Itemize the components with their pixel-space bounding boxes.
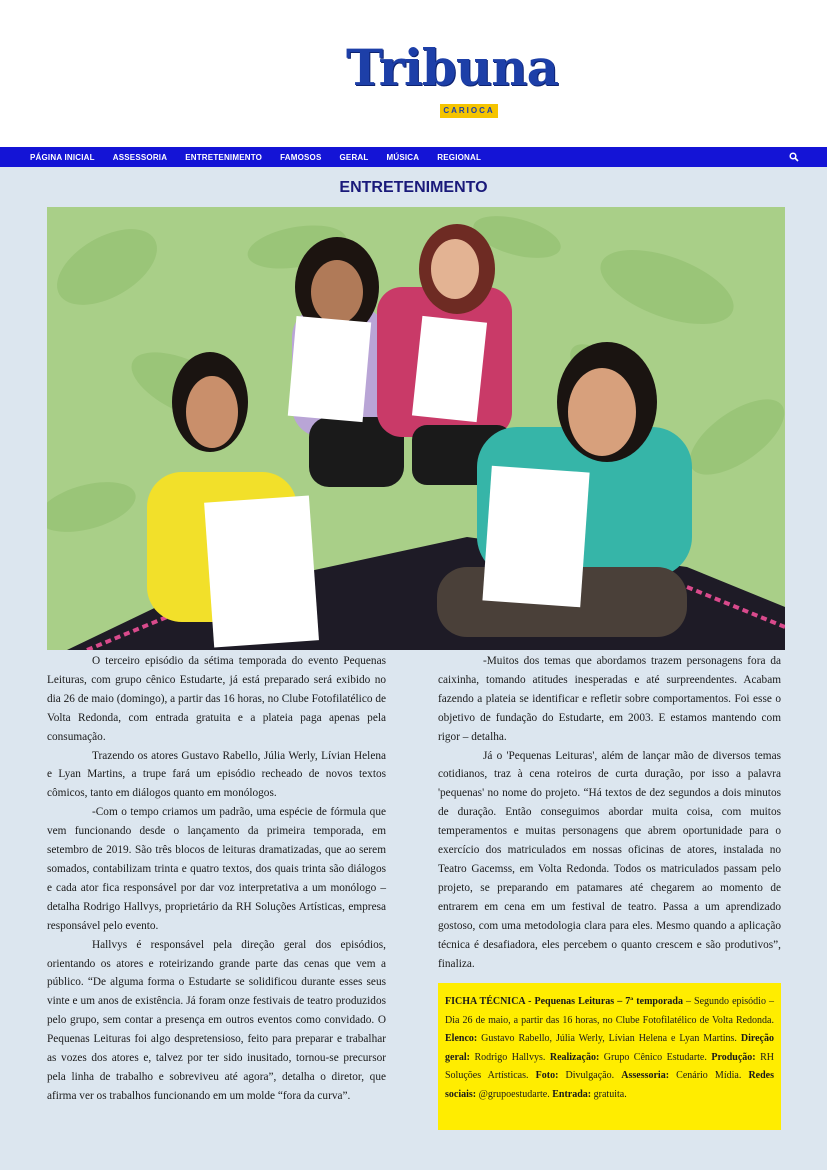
ficha-foto: Divulgação. — [558, 1070, 622, 1082]
nav-item-pagina-inicial[interactable]: PÁGINA INICIAL — [30, 152, 95, 162]
ficha-producao: RH Soluções Artísticas. — [445, 1051, 774, 1082]
ficha-entrada-label: Entrada: — [552, 1088, 592, 1100]
paragraph: Já o 'Pequenas Leituras', além de lançar mão de diversos temas cotidianos, traz à cena roteiros de curta duração, por isso a palavra 'pequenas' no nome do projeto. “Há textos de dez segundos a dois minutos de duração. Então conseguimos abordar muita coisa, com muitos temperamentos e muitas personagens que abrem oportunidade para o exercício dos matriculados em nossas oficinas de atores, instalada no Teatro Gacemss, em Volta Redonda. Todos os matriculados passam pelo projeto, se preparando em patamares até chegarem ao momento de entrarem em cena em um festival de teatro. Passa a um aprendizado gostoso, com uma metodologia clara para eles. Mesmo quando a aplicação técnica é desafiadora, eles percebem o quanto crescem e são produtivos”, finaliza. — [438, 749, 781, 970]
search-icon[interactable] — [789, 152, 799, 162]
main-nav — [0, 147, 827, 167]
nav-item-assessoria[interactable]: ASSESSORIA — [112, 152, 168, 162]
ficha-subtitle: - Pequenas Leituras – 7ª temporada — [525, 996, 683, 1007]
ficha-assessoria: Cenário Mídia. — [669, 1070, 749, 1082]
paragraph: -Com o tempo criamos um padrão, uma espécie de fórmula que vem funcionando desde o lançamento da primeira temporada, em setembro de 2019. São três blocos de leituras dramatizadas, que ao serem somados, contabilizam trinta e quatro textos, dos quais trinta são diálogos e cada ator fica responsável por dar voz interpretativa a um monólogo – detalha Rodrigo Hallvys, proprietário da RH Soluções Artísticas, empresa responsável pelo evento. — [47, 806, 386, 932]
technical-sheet-box — [438, 983, 781, 1130]
article-photo — [47, 207, 785, 650]
paragraph: -Muitos dos temas que abordamos trazem personagens fora da caixinha, tomando atitudes inesperadas e até surpreendentes. Acabam fazendo a plateia se identificar e refletir sobre comportamentos. Foi esse o objetivo de fundação do Estudarte, em 2003. E estamos mantendo com rigor – detalha. — [438, 655, 781, 743]
ficha-entrada: gratuita. — [591, 1088, 627, 1100]
masthead — [0, 0, 827, 147]
ficha-realizacao: Grupo Cênico Estudarte. — [599, 1051, 712, 1063]
article-column-left — [47, 652, 386, 1106]
ficha-realizacao-label: Realização: — [549, 1051, 600, 1063]
ficha-redes[interactable]: @grupoestudarte. — [476, 1088, 553, 1100]
nav-item-famosos[interactable]: FAMOSOS — [280, 152, 322, 162]
ficha-elenco-label: Elenco: — [445, 1033, 478, 1045]
paragraph: O terceiro episódio da sétima temporada do evento Pequenas Leituras, com grupo cênico Estudarte, já está preparado será exibido no dia 26 de maio (domingo), a partir das 16 horas, no Clube Fotofilatélico de Volta Redonda, com entrada gratuita e a plateia paga apenas pela consumação. — [47, 655, 386, 743]
nav-item-musica[interactable]: MÚSICA — [386, 152, 420, 162]
paragraph: Hallvys é responsável pela direção geral dos episódios, orientando os atores e roteirizando grande parte das cenas que vem a público. “De alguma forma o Estudarte se solidificou durante esses seus vinte e um anos de existência. Já foram onze festivais de teatro produzidos pelo grupo, sem contar a presença em outros eventos como convidado. O Pequenas Leituras foi algo despretensioso, feito para preparar e trabalhar as vozes dos atores e, talvez por ter sido inusitado, tornou-se precursor pela linha de trabalho e sobreviveu até agora”, detalha o diretor, que afirma ver os trabalhos funcionando em um molde “fora da curva”. — [47, 938, 386, 1102]
section-title: ENTRETENIMENTO — [339, 179, 488, 196]
cast-photo-illustration — [47, 207, 785, 650]
nav-item-entretenimento[interactable]: ENTRETENIMENTO — [185, 152, 263, 162]
ficha-intro: – Segundo episódio – Dia 26 de maio, a partir das 16 horas, no Clube Fotofilatélico de Volta Redonda. — [445, 996, 774, 1026]
article-area — [0, 167, 827, 1170]
ficha-elenco: Gustavo Rabello, Júlia Werly, Lívian Helena e Lyan Martins. — [477, 1033, 741, 1045]
ficha-direcao: Rodrigo Hallvys. — [470, 1051, 550, 1063]
ficha-foto-label: Foto: — [535, 1070, 559, 1082]
site-logo[interactable] — [346, 38, 558, 120]
ficha-producao-label: Produção: — [711, 1051, 756, 1063]
nav-item-regional[interactable]: REGIONAL — [437, 152, 482, 162]
ficha-title: FICHA TÉCNICA — [445, 996, 526, 1007]
logo-subtitle: CARIOCA — [440, 104, 498, 118]
ficha-direcao-label: Direção geral: — [445, 1033, 774, 1063]
logo-wordmark: Tribuna — [346, 38, 558, 97]
ficha-redes-label: Redes sociais: — [445, 1070, 774, 1100]
ficha-assessoria-label: Assessoria: — [621, 1070, 670, 1082]
nav-item-geral[interactable]: GERAL — [339, 152, 369, 162]
article-column-right — [438, 652, 781, 973]
paragraph: Trazendo os atores Gustavo Rabello, Júlia Werly, Lívian Helena e Lyan Martins, a trupe fará um episódio recheado de novos textos cômicos, tanto em diálogos quanto em monólogos. — [47, 749, 386, 800]
